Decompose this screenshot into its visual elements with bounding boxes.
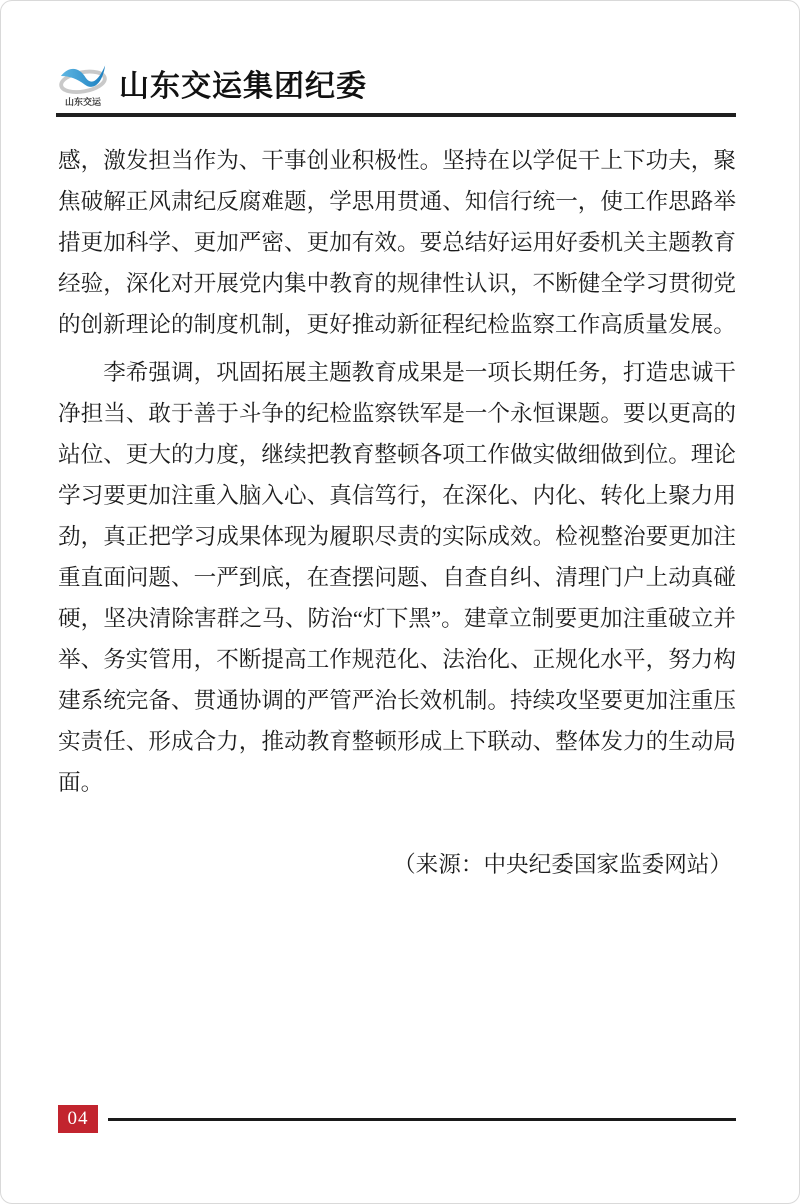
page-footer	[58, 1105, 736, 1133]
page-number-badge: 04	[58, 1105, 98, 1133]
company-logo	[56, 57, 110, 108]
footer-divider	[108, 1118, 736, 1121]
logo-caption: 山东交运	[64, 97, 101, 107]
header-divider	[56, 113, 736, 117]
page-title: 山东交运集团纪委	[119, 69, 367, 103]
body-paragraph: 李希强调，巩固拓展主题教育成果是一项长期任务，打造忠诚干净担当、敢于善于斗争的纪检监察铁军是一个永恒课题。要以更高的站位、更大的力度，继续把教育整顿各项工作做实做细做到位。理论学习要更加注重入脑入心、真信笃行，在深化、内化、转化上聚力用劲，真正把学习成果体现为履职尽责的实际成效。检视整治要更加注重直面问题、一严到底，在查摆问题、自查自纠、清理门户上动真碰硬，坚决清除害群之马、防治“灯下黑”。建章立制要更加注重破立并举、务实管用，不断提高工作规范化、法治化、正规化水平，努力构建系统完备、贯通协调的严管严治长效机制。持续攻坚要更加注重压实责任、形成合力，推动教育整顿形成上下联动、整体发力的生动局面。	[58, 360, 736, 795]
page-header	[56, 57, 367, 108]
body-paragraph: 感，激发担当作为、干事创业积极性。坚持在以学促干上下功夫，聚焦破解正风肃纪反腐难题，学思用贯通、知信行统一，使工作思路举措更加科学、更加严密、更加有效。要总结好运用好委机关主题教育经验，深化对开展党内集中教育的规律性认识，不断健全学习贯彻党的创新理论的制度机制，更好推动新征程纪检监察工作高质量发展。	[58, 148, 736, 337]
document-body	[58, 140, 736, 885]
body-paragraphs	[58, 140, 736, 803]
source-attribution: （来源：中央纪委国家监委网站）	[393, 852, 732, 877]
bird-swoosh-logo-icon	[58, 57, 108, 97]
